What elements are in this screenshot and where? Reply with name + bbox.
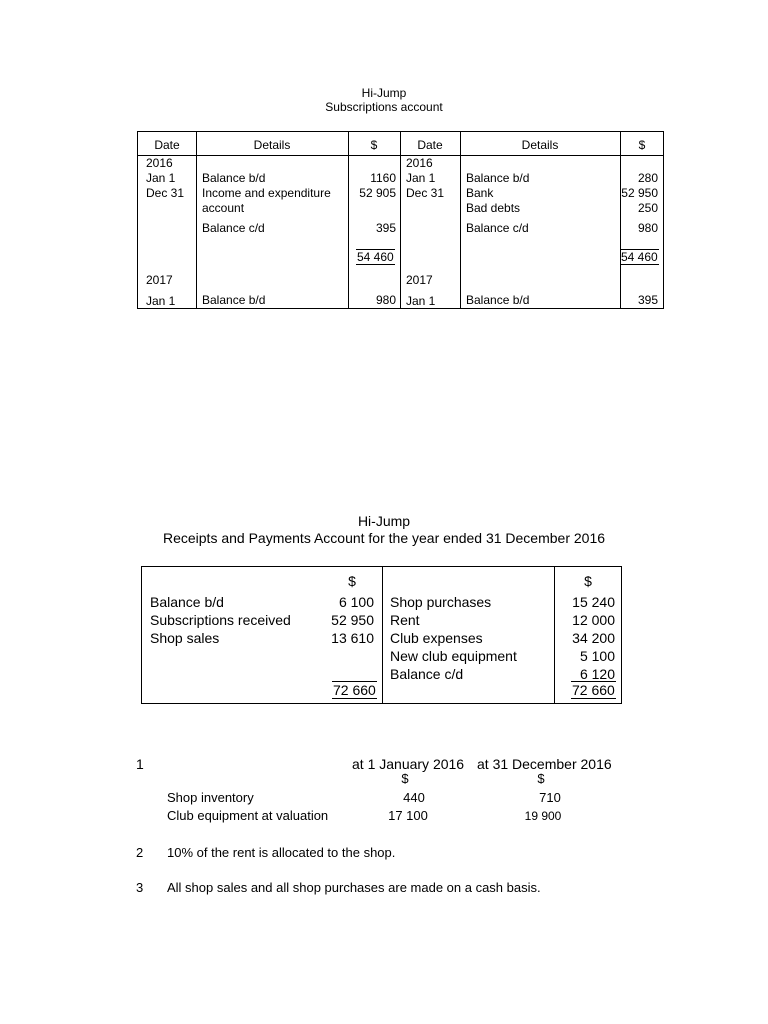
left-after-date: Jan 1: [146, 294, 176, 308]
right-row-details: Balance b/d: [466, 171, 530, 185]
receipts-payments-table: [141, 566, 622, 704]
column-divider: [196, 132, 197, 308]
left-after-details: Balance b/d: [202, 293, 266, 307]
header-date-right: Date: [417, 138, 443, 152]
header-divider: [138, 155, 663, 156]
note1-row-value-end: 19 900: [524, 809, 562, 823]
receipt-label: Subscriptions received: [150, 612, 291, 628]
column-divider: [620, 132, 621, 308]
right-row-details: Balance c/d: [466, 221, 529, 235]
payments-total: [571, 681, 616, 699]
left-row-amount: 395: [375, 221, 396, 235]
receipt-label: Shop sales: [150, 630, 220, 646]
note1-col1-header: at 1 January 2016: [352, 756, 465, 772]
note1-row-value-start: 440: [403, 790, 425, 805]
note2-text: 10% of the rent is allocated to the shop.: [167, 845, 396, 860]
receipt-label: Balance b/d: [150, 594, 224, 610]
note3-text: All shop sales and all shop purchases are made on a cash basis.: [167, 880, 541, 895]
right-year-2016: 2016: [406, 156, 433, 170]
payment-amount: 15 240: [572, 594, 615, 610]
left-row-amount: 52 905: [359, 186, 396, 200]
note1-col2-currency: $: [537, 771, 545, 786]
receipts-org-title: Hi-Jump: [357, 513, 411, 529]
left-row-details-continued: account: [202, 201, 245, 215]
note1-row-label: Shop inventory: [167, 790, 254, 805]
header-date-left: Date: [154, 138, 180, 152]
right-row-date: Jan 1: [406, 171, 436, 185]
note1-row-value-end: 710: [539, 790, 561, 805]
receipts-payments-title: Receipts and Payments Account for the year ended 31 December 2016: [162, 530, 606, 546]
left-year-2017: 2017: [146, 273, 173, 287]
column-divider: [348, 132, 349, 308]
left-total: [356, 250, 395, 264]
left-row-details: Balance b/d: [202, 171, 266, 185]
right-row-details: Bad debts: [466, 201, 521, 215]
payment-label: Shop purchases: [390, 594, 492, 610]
right-after-amount: 395: [637, 293, 658, 307]
receipts-total-value: 72 660: [333, 682, 376, 698]
note1-col1-currency: $: [401, 771, 409, 786]
subscriptions-account-title: Subscriptions account: [325, 100, 443, 114]
note1-row-label: Club equipment at valuation: [167, 808, 329, 823]
left-total-value: 54 460: [357, 250, 394, 264]
left-after-amount: 980: [375, 293, 396, 307]
payment-amount: 12 000: [572, 612, 615, 628]
payment-label: Club expenses: [390, 630, 483, 646]
right-row-amount: 52 950: [621, 186, 658, 200]
payments-total-value: 72 660: [572, 682, 615, 698]
payments-currency-header: $: [584, 573, 592, 589]
right-after-date: Jan 1: [406, 294, 436, 308]
note-number: 3: [136, 880, 144, 895]
receipts-currency-header: $: [348, 573, 356, 589]
receipt-amount: 13 610: [331, 630, 374, 646]
column-divider: [382, 567, 383, 703]
receipt-amount: 52 950: [331, 612, 374, 628]
right-total: [620, 250, 659, 264]
left-row-details: Balance c/d: [202, 221, 265, 235]
payment-label: New club equipment: [390, 648, 517, 664]
column-divider: [460, 132, 461, 308]
column-divider: [400, 132, 401, 308]
receipt-amount: 6 100: [338, 594, 374, 610]
left-row-details: Income and expenditure: [202, 186, 331, 200]
left-year-2016: 2016: [146, 156, 173, 170]
right-row-amount: 250: [637, 201, 658, 215]
header-currency-right: $: [638, 138, 646, 152]
header-details-right: Details: [521, 138, 559, 152]
left-row-date: Dec 31: [146, 186, 185, 200]
note-number: 2: [136, 845, 144, 860]
note1-row-value-start: 17 100: [388, 808, 428, 823]
header-currency-left: $: [370, 138, 378, 152]
right-row-date: Dec 31: [406, 186, 445, 200]
right-year-2017: 2017: [406, 273, 433, 287]
header-details-left: Details: [253, 138, 291, 152]
left-row-date: Jan 1: [146, 171, 176, 185]
payment-label: Rent: [390, 612, 420, 628]
payment-amount: 5 100: [579, 648, 615, 664]
note-number: 1: [136, 756, 144, 772]
payment-label: Balance c/d: [390, 666, 464, 682]
left-row-amount: 1160: [370, 171, 396, 185]
payment-amount: 6 120: [579, 666, 615, 682]
receipts-total: [332, 681, 377, 699]
right-row-amount: 980: [637, 221, 658, 235]
subscriptions-org-title: Hi-Jump: [361, 86, 407, 100]
right-total-value: 54 460: [621, 250, 658, 264]
note1-col2-header: at 31 December 2016: [477, 756, 612, 772]
subscriptions-account-table: [137, 131, 664, 309]
payment-amount: 34 200: [572, 630, 615, 646]
right-row-details: Bank: [466, 186, 494, 200]
right-after-details: Balance b/d: [466, 293, 530, 307]
right-row-amount: 280: [637, 171, 658, 185]
